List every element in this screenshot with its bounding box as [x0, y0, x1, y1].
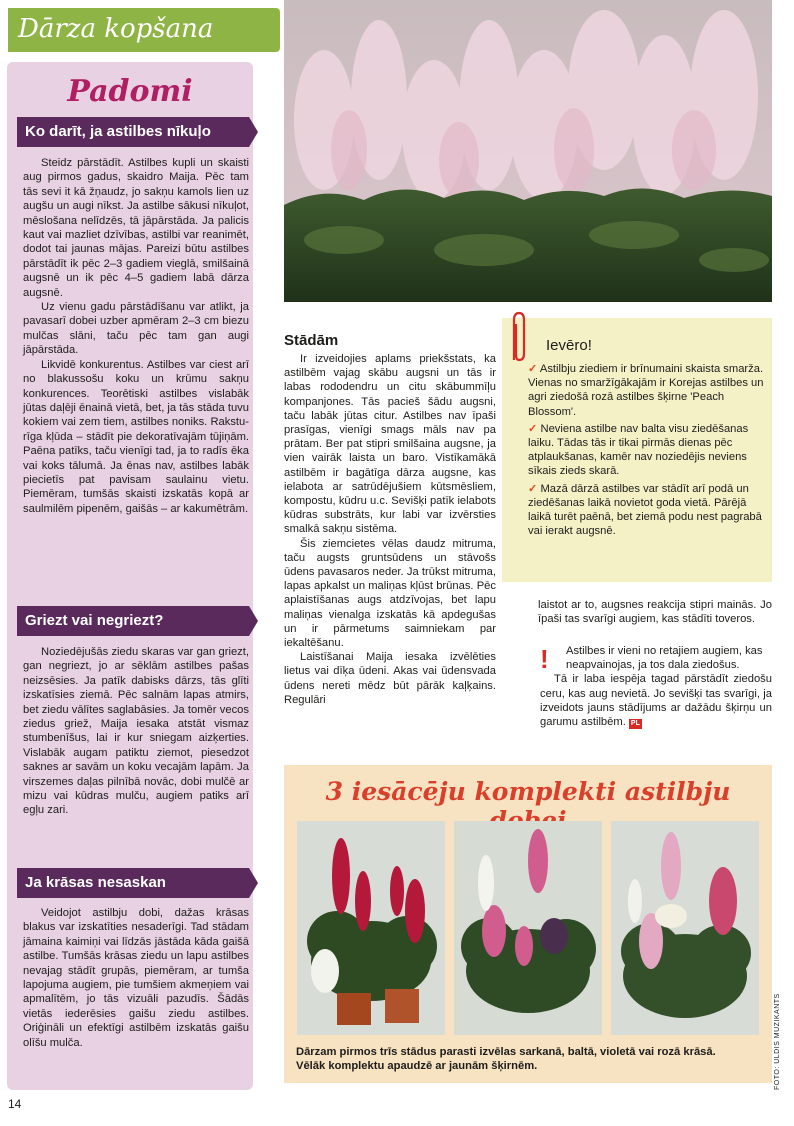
tip-text — [23, 906, 249, 1050]
kit-photo-pink-white-violet — [454, 821, 602, 1035]
tip-text — [23, 645, 249, 818]
kit-photo-red-white — [297, 821, 445, 1035]
notice-item-text: Mazā dārzā astilbes var stādīt arī podā un ziedēšanas laikā novietot goda vietā. Pārējā laikā turēt paēnā, bet ziemā podu nest pagrabā vai ierakt augsnē. — [528, 482, 762, 538]
tip-heading: Griezt vai negriezt? — [17, 606, 249, 636]
tip-paragraph: Likvidē konkurentus. Astilbes var ciest arī no blakussošu koku un krūmu sakņu konkurences. Teorētiski astilbes vislabāk jūtas daļēji ēnainā vietā, bet, ja tās stāda tuvu kokiem vai zem tiem, astilbes noniks. Raksturīga kļūda – stādīt pie dekoratīvajām tūjiņām. Paēna patīks, taču vienīgi tad, ja to radīs ēka vai koks tālumā. Ja ēnas nav, astilbes labāk piecietīs pat pavisam saulainu vietu. Piemēram, tumšās skaisti izskatās kopā ar saulmilēm pipenēm, gaišās – ar kakumētrām. — [23, 358, 249, 515]
tip-paragraph: Veidojot astilbju dobi, dažas krāsas blakus var izskatīties nesaderīgi. Tad stādam jāmaina kaimiņi vai līdzās jāstāda kāda gaišā astilbe. Tumšās krāsas ziedu un lapu astilbes nevajag stādīt grupās, piemēram, ar tumša lapojuma augiem, pie tumšiem akmeņiem vai apmalītēm, jo tās vizuāli pazudīs. Šādās vietās iederēsies gaišu ziedu astilbes. Oriģināli un efektīgi astilbēm izskatās gaišu olīšu mulča. — [23, 907, 249, 1049]
planting-paragraph: Laistīšanai Maija iesaka izvēlēties lietus vai dīķa ūdeni. Akas vai ūdensvada ūdens nereti mēdz būt pārāk kaļķains. Regulāri — [284, 651, 496, 706]
section-title: Dārza kopšana — [18, 14, 214, 44]
notice-item-text: Neviena astilbe nav balta visu ziedēšanas laiku. Tādas tās ir tikai pirmās dienas pēc atplaukšanas, kamēr nav noziedējis neviens sīkais zieds skarā. — [528, 422, 749, 478]
closing-paragraph — [540, 672, 772, 729]
kits-caption — [296, 1045, 766, 1074]
paperclip-icon — [508, 310, 528, 366]
notice-item-text: Astilbju ziediem ir brīnumaini skaista smarža. Vienas no smaržīgākajām ir Korejas astilbes un agri ziedošā rozā astilbes šķirne 'Peach Blossom'. — [528, 363, 764, 418]
continued-paragraph: laistot ar to, augsnes reakcija stipri mainās. Jo īpaši tas svarīgi augiem, kas stādīti toveros. — [538, 599, 772, 626]
notice-title: Ievēro! — [546, 337, 592, 354]
planting-column — [284, 352, 496, 707]
page-number: 14 — [8, 1097, 22, 1111]
tip-text — [23, 156, 249, 516]
kits-caption-line: Dārzam pirmos trīs stādus parasti izvēlas sarkanā, baltā, violetā vai rozā krāsā. — [296, 1046, 716, 1058]
tip-heading: Ko darīt, ja astilbes nīkuļo — [17, 117, 249, 147]
checkmark-icon: ✓ — [528, 482, 538, 495]
warning-text: Astilbes ir vieni no retajiem augiem, kas neapvainojas, ja tos dala ziedošus. — [566, 645, 763, 672]
kit-photo-pink-white — [611, 821, 759, 1035]
notice-list — [528, 362, 766, 541]
sidebar-title: Padomi — [67, 74, 193, 109]
tip-paragraph: Noziedējušās ziedu skaras var gan griezt, gan negriezt, jo ar sēklām astilbes pašas neizsēsies. Ja patīk dabisks dārzs, tās glīti izskatīsies ziemā. Pēc salnām lapas atmirs, bet ziedu vālītes saglabāsies. Ja tomēr vecos ziedus griež, Maija iesaka atstāt vismaz stumbenīšus, lai ir kur sniegam aizķerties. Vislabāk augam patiktu ziemot, piesedzot saknes ar savām un koku vecajām lapām. Ja virszemes daļas pilnībā novāc, dobi mulčē ar mizu vai kūdras mulču, augiem patiks arī egļu zari. — [23, 646, 249, 817]
continued-column — [538, 598, 772, 626]
checkmark-icon: ✓ — [528, 363, 538, 375]
kits-caption-line: Vēlāk komplektu apaudzē ar jaunām šķirnēm. — [296, 1060, 538, 1073]
notice-item — [528, 422, 766, 479]
section-banner — [8, 8, 280, 52]
notice-item — [528, 482, 766, 539]
warning-block — [540, 644, 772, 729]
starter-kits-box — [284, 765, 772, 1083]
exclamation-icon: ! — [540, 644, 549, 674]
kits-title: 3 iesācēju komplekti astilbju — [325, 777, 731, 806]
notice-item — [528, 362, 766, 419]
planting-heading: Stādām — [284, 332, 339, 349]
tip-paragraph: Uz vienu gadu pārstādīšanu var atlikt, ja pavasarī dobei uzber apmēram 2–3 cm biezu mulčas slāni, taču pēc tam gan augi jāpārstāda. — [23, 301, 249, 357]
end-mark: PL — [630, 720, 640, 728]
tips-sidebar — [7, 62, 253, 1090]
planting-paragraph: Ir izveidojies aplams priekšstats, ka astilbēm vajag skābu augsni un tās ir labas rododendru un citu skābummīļu kompanjones. Tās pacieš šādu augsni, taču labāk jūtas citur. Astilbes nav īpaši prasīgas, vienīgi smags māls nav pa prātam. Ber pat stipri smilšaina augsne, ja vien vairāk laista un baro. Vistīkamākā astilbēm ir bagātīga dārza augsne, kas ielabota ar satrūdējušiem kūtsmēsliem, kompostu, kūdru u.c. Sevišķi patīk ielabots kūdras substrāts, kur labi var izvērsties smalkā sakņu sistēma. — [284, 353, 496, 536]
photo-credit: FOTO: ULDIS MUZIKANTS — [774, 993, 781, 1090]
checkmark-icon: ✓ — [528, 422, 538, 435]
astilbe-garden-photo — [284, 0, 772, 302]
tip-heading: Ja krāsas nesaskan — [17, 868, 249, 898]
tip-paragraph: Steidz pārstādīt. Astilbes kupli un skaisti aug pirmos gadus, skaidro Maija. Pēc tam tās sevi it kā žņaudz, jo sakņu kamols lien uz augšu un augi nīkst. Ja astilbe sākusi nīkuļot, mēslošana nelīdzēs, tā jāpārstāda. Ja palicis kaut vai mazliet dzīvības, astilbi var reanimēt, dodot tai jaunas mājas. Pareizi būtu astilbes pārstādīt ik pēc 2–3 gadiem vieglā, smilšainā augsnē un ik pēc 4–5 gadiem labā dārza augsnē. — [23, 157, 249, 299]
planting-paragraph: Šis ziemcietes vēlas daudz mitruma, taču augsts gruntsūdens un stāvošs ūdens pavasaros neder. Ja trūkst mitruma, lapas apkalst un maliņas kļūst brūnas. Pēc aplaistīšanas augs atdzīvojas, bet lapu maliņas vienalga izskatās kā apdegušas un ir pārmetums saimniekam par iekaltēšanu. — [284, 537, 496, 650]
closing-text: Tā ir laba iespēja tagad pārstādīt ziedošu ceru, kas aug nevietā. Jo sevišķi tas svarīgi, ja izveidots jauns stādījums ar dažādu šķirņu un garumu astilbēm. — [540, 673, 772, 729]
